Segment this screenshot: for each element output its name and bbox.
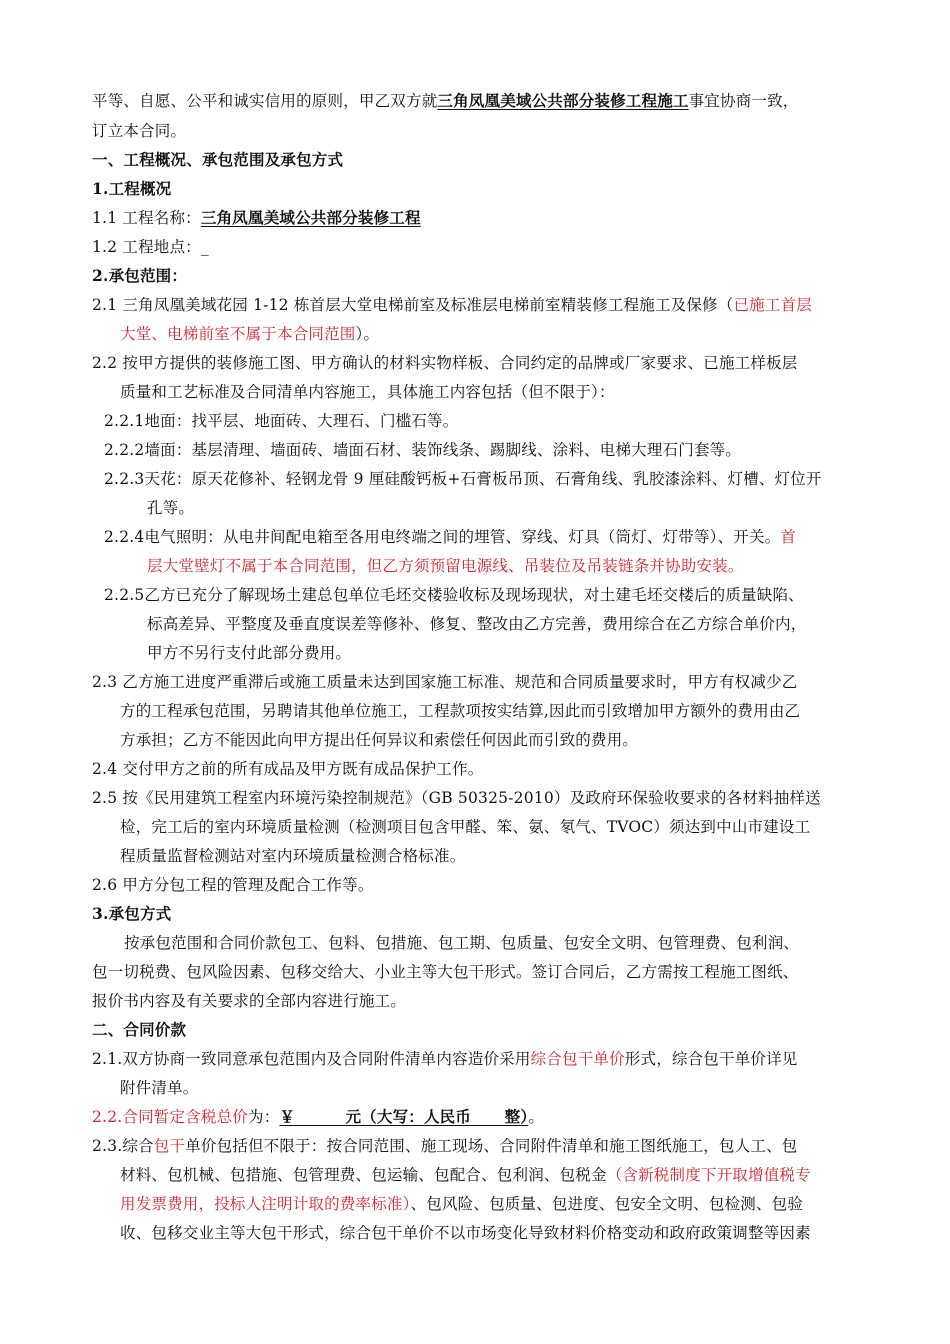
clause-line — [120, 1165, 811, 1185]
clause-line: 2.6 甲方分包工程的管理及配合工作等。 — [92, 876, 374, 894]
clause-line — [104, 527, 796, 547]
subsection-heading: 1.工程概况 — [92, 179, 172, 198]
paragraph-line — [92, 91, 799, 111]
paragraph-line: 订立本合同。 — [92, 122, 187, 140]
text: 。 — [528, 1108, 545, 1126]
red-note: 用发票费用，投标人注明计取的费率标准） — [120, 1195, 411, 1213]
section-heading: 一、工程概况、承包范围及承包方式 — [92, 150, 344, 169]
clause-line: 质量和工艺标准及合同清单内容施工，具体施工内容包括（但不限于）： — [120, 383, 615, 401]
text: 为： — [248, 1108, 280, 1126]
red-note-line: 层大堂壁灯不属于本合同范围，但乙方须预留电源线、吊装位及吊装链条并协助安装。 — [147, 557, 744, 575]
paragraph-line: 包一切税费、包风险因素、包移交给大、小业主等大包干形式。签订合同后，乙方需按工程施工图纸、 — [92, 963, 799, 981]
section-heading: 二、合同价款 — [92, 1020, 187, 1039]
clause-line: 2.3 乙方施工进度严重滞后或施工质量未达到国家施工标准、规范和合同质量要求时，甲方有权减少乙 — [92, 673, 798, 691]
paragraph-line: 按承包范围和合同价款包工、包料、包措施、包工期、包质量、包安全文明、包管理费、包利润、 — [124, 934, 800, 952]
project-location-line: 1.2 工程地点：_ — [92, 238, 209, 256]
clause-line: 方承担；乙方不能因此向甲方提出任何异议和索偿任何因此而引致的费用。 — [120, 731, 639, 749]
clause-line: 2.2.1地面：找平层、地面砖、大理石、门槛石等。 — [104, 412, 459, 430]
project-name-emphasis: 三角凤凰美域公共部分装修工程施工 — [437, 91, 689, 110]
text: 2.1.双方协商一致同意承包范围内及合同附件清单内容造价采用 — [92, 1050, 531, 1068]
clause-line: 甲方不另行支付此部分费用。 — [147, 644, 352, 662]
red-note: 已施工首层 — [733, 296, 812, 314]
clause-line — [92, 1049, 798, 1069]
red-term: 综合包干单价 — [530, 1050, 625, 1068]
text: 形式，综合包干单价详见 — [624, 1050, 798, 1068]
label: 1.1 工程名称： — [92, 209, 201, 227]
clause-line: 标高差异、平整度及垂直度误差等修补、修复、整改由乙方完善，费用综合在乙方综合单价内， — [147, 615, 807, 633]
clause-line: 孔等。 — [147, 499, 195, 517]
clause-line: 2.2.5乙方已充分了解现场土建总包单位毛坯交楼验收标及现场现状，对土建毛坯交楼后的质量缺陷、 — [104, 586, 804, 604]
clause-line — [92, 295, 812, 315]
red-note: （含新税制度下开取增值税专 — [606, 1166, 811, 1184]
clause-line — [120, 324, 379, 344]
text: 单价包括但不限于：按合同范围、施工现场、合同附件清单和施工图纸施工，包人工、包 — [185, 1137, 798, 1155]
text: 、包风险、包质量、包进度、包安全文明、包检测、包验 — [410, 1195, 804, 1213]
red-term: 合同暂定含税总价 — [122, 1108, 248, 1126]
subsection-heading: 3.承包方式 — [92, 904, 172, 923]
clause-line: 附件清单。 — [120, 1079, 199, 1097]
red-note: 大堂、电梯前室不属于本合同范围 — [120, 325, 356, 343]
clause-line — [92, 1136, 798, 1156]
text: 2.2.4电气照明：从电井间配电箱至各用电终端之间的埋管、穿线、灯具（筒灯、灯带等）、开关。 — [104, 528, 781, 546]
clause-line: 2.2 按甲方提供的装修施工图、甲方确认的材料实物样板、合同约定的品牌或厂家要求、已施工样板层 — [92, 354, 798, 372]
text: 2.3.综合 — [92, 1137, 154, 1155]
clause-line: 2.4 交付甲方之前的所有成品及甲方既有成品保护工作。 — [92, 760, 484, 778]
text: 材料、包机械、包措施、包管理费、包运输、包配合、包利润、包税金 — [120, 1166, 607, 1184]
red-term: 包干 — [153, 1137, 186, 1155]
clause-line: 2.2.2墙面：基层清理、墙面砖、墙面石材、装饰线条、踢脚线、涂料、电梯大理石门套等。 — [104, 441, 742, 459]
clause-line: 方的工程承包范围，另聘请其他单位施工，工程款项按实结算,因此而引致增加甲方额外的费用由乙 — [120, 702, 801, 720]
paragraph-line: 报价书内容及有关要求的全部内容进行施工。 — [92, 992, 407, 1010]
text: 事宜协商一致， — [688, 92, 799, 110]
text: 2.1 三角凤凰美域花园 1-12 栋首层大堂电梯前室及标准层电梯前室精装修工程施工及保修（ — [92, 296, 734, 314]
red-note: 首 — [780, 528, 797, 546]
text: 平等、自愿、公平和诚实信用的原则，甲乙双方就 — [92, 92, 438, 110]
clause-line: 2.5 按《民用建筑工程室内环境污染控制规范》（GB 50325-2010）及政府环保验收要求的各材料抽样送 — [92, 789, 821, 807]
clause-line: 程质量监督检测站对室内环境质量检测合格标准。 — [120, 847, 466, 865]
text: ）。 — [355, 325, 380, 343]
red-term: 2.2. — [92, 1108, 123, 1126]
clause-line — [120, 1194, 803, 1214]
project-name-value: 三角凤凰美域公共部分装修工程 — [200, 208, 421, 227]
clause-line — [92, 1107, 544, 1127]
clause-line: 2.2.3天花：原天花修补、轻钢龙骨 9 厘硅酸钙板+石膏板吊顶、石膏角线、乳胶漆涂料、灯槽、灯位开 — [104, 470, 822, 488]
clause-line: 收、包移交业主等大包干形式，综合包干单价不以市场变化导致材料价格变动和政府政策调整等因素 — [120, 1224, 811, 1242]
project-name-line — [92, 208, 421, 228]
clause-line: 检，完工后的室内环境质量检测（检测项目包含甲醛、笨、氨、氡气、TVOC）须达到中山市建设工 — [120, 818, 811, 836]
total-price-blank: ￥ 元（大写：人民币 整） — [279, 1107, 529, 1126]
subsection-heading: 2.承包范围： — [92, 266, 188, 285]
